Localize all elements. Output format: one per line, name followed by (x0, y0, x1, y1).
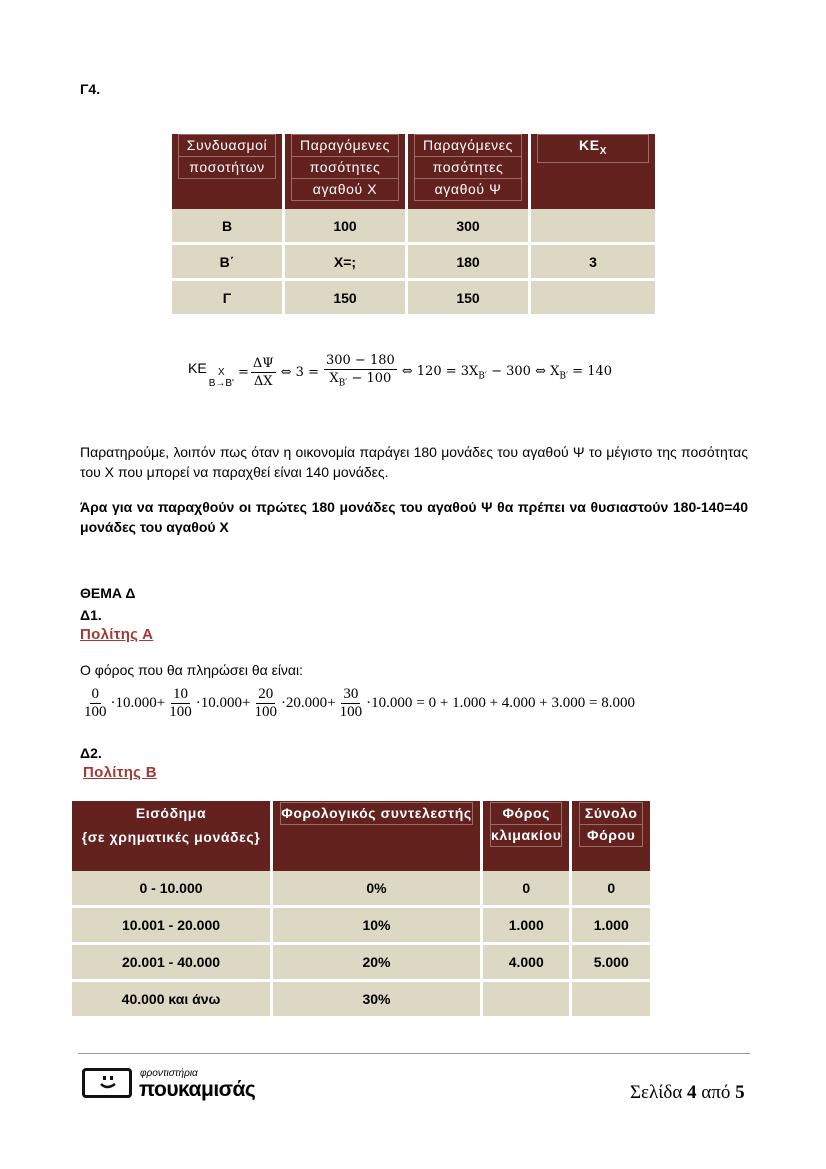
table-cell: 3 (531, 245, 655, 281)
header-line: ποσοτήτων (178, 157, 276, 179)
denominator: 100 (254, 704, 277, 720)
fraction-dpsi-dx (251, 355, 276, 390)
sub-x: Χ (217, 367, 225, 379)
denominator (327, 370, 393, 393)
table1-header-combinations (172, 134, 285, 209)
denominator: ΔΧ (253, 373, 273, 389)
table2-header-bracket-tax (483, 801, 572, 871)
den-text: Χ (329, 371, 339, 386)
formula-part: ⇔ 3 = (280, 364, 319, 380)
header-line: αγαθού Ψ (414, 179, 522, 201)
header-line: αγαθού Χ (291, 179, 399, 201)
sub-bb: Β→Β' (208, 378, 234, 390)
section-heading-g4: Γ4. (80, 81, 101, 97)
header-line: Σύνολο (579, 802, 643, 825)
fraction (82, 686, 109, 721)
formula-text: ⇔ 120 = 3Χ (401, 363, 479, 379)
table-cell: 300 (408, 209, 531, 245)
table-cell: 1.000 (572, 908, 650, 945)
table-cell (531, 209, 655, 245)
table-row (72, 908, 650, 945)
page-number (630, 1082, 745, 1104)
fraction (252, 686, 279, 721)
formula-eq: = (237, 364, 249, 380)
d1-heading: Δ1. (80, 607, 102, 623)
formula-ke: ΚΕ (188, 360, 207, 377)
table-row (172, 209, 655, 245)
numerator: ΔΨ (252, 355, 274, 371)
table-cell: 20% (273, 945, 483, 982)
formula-result: = 0 + 1.000 + 4.000 + 3.000 = 8.000 (416, 695, 635, 711)
table-cell (572, 982, 650, 1019)
table-cell: 10.001 - 20.000 (72, 908, 273, 945)
table2-header-total-tax (572, 801, 650, 871)
table-row (172, 281, 655, 317)
table-cell: 1.000 (483, 908, 572, 945)
formula-text: = 140 (568, 363, 613, 379)
denominator: 100 (84, 704, 107, 720)
logo-big-text: πουκαμισάς (139, 1078, 256, 1101)
formula-ke-subscript (209, 367, 234, 389)
table1-header-goods-x (285, 134, 408, 209)
footer-divider (78, 1053, 750, 1054)
table-cell: 0 (483, 871, 572, 908)
den-text: − 100 (347, 371, 392, 386)
thema-heading: ΘΕΜΑ Δ (80, 585, 136, 601)
formula-sub: Β′ (559, 371, 569, 382)
tax-sentence: Ο φόρος που θα πληρώσει θα είναι: (80, 662, 304, 678)
table-cell: Γ (172, 281, 285, 317)
ke-formula (188, 352, 612, 393)
plus-sign: + (156, 695, 166, 711)
header-line (537, 134, 649, 163)
table1-header-ke (531, 134, 655, 209)
table-row (72, 982, 650, 1019)
table-cell: 100 (285, 209, 408, 245)
table-cell: 150 (408, 281, 531, 317)
header-line: Εισόδημα (135, 805, 207, 821)
header-line: κλιμακίου (490, 825, 562, 847)
logo-small-text: φροντιστήρια (140, 1068, 198, 1079)
table-cell: Β (172, 209, 285, 245)
page-total: 5 (735, 1082, 745, 1103)
logo-icon (82, 1068, 132, 1098)
numerator: 20 (258, 686, 274, 702)
table-cell: 180 (408, 245, 531, 281)
table-cell: Β΄ (172, 245, 285, 281)
multiplier: ·10.000 (110, 695, 157, 711)
header-line: ποσότητες (414, 157, 522, 179)
citizen-a-heading: Πολίτης Α (80, 626, 154, 643)
d2-heading: Δ2. (80, 745, 102, 761)
numerator: 10 (172, 686, 188, 702)
header-line: Φορολογικός συντελεστής (280, 802, 473, 825)
production-table (172, 134, 655, 317)
smile-icon (85, 1071, 129, 1095)
table-cell: 0% (273, 871, 483, 908)
multiplier: ·20.000 (280, 695, 328, 711)
table-cell: 10% (273, 908, 483, 945)
table-cell: 0 (572, 871, 650, 908)
table-cell: Χ=; (285, 245, 408, 281)
den-sub: Β′ (338, 378, 348, 389)
numerator: 300 − 180 (325, 353, 395, 368)
fraction (338, 686, 365, 721)
page-of: από (701, 1082, 731, 1103)
formula-text: − 300 ⇔ Χ (486, 363, 560, 379)
ke-text: ΚΕ (579, 137, 600, 153)
table1-header-goods-y (408, 134, 531, 209)
tax-table (72, 801, 650, 1019)
header-line: Παραγόμενες (291, 134, 399, 157)
page-current: 4 (687, 1082, 697, 1103)
table-cell: 5.000 (572, 945, 650, 982)
plus-sign: + (327, 695, 336, 711)
multiplier: ·10.000 (366, 695, 413, 711)
header-line: Φόρος (490, 802, 562, 825)
numerator: 30 (343, 686, 359, 702)
header-line: Συνδυασμοί (178, 134, 276, 157)
header-line: Παραγόμενες (414, 134, 522, 157)
formula-part (402, 364, 612, 382)
table-cell: 40.000 και άνω (72, 982, 273, 1019)
denominator: 100 (169, 704, 192, 720)
citizen-b-heading: Πολίτης Β (83, 764, 157, 781)
table2-header-rate (273, 801, 483, 871)
header-line: {σε χρηματικές μονάδες} (81, 829, 261, 845)
multiplier: ·10.000 (195, 695, 242, 711)
table-cell: 30% (273, 982, 483, 1019)
header-line: Φόρου (579, 825, 643, 847)
page-word: Σελίδα (630, 1082, 683, 1103)
table-row (172, 245, 655, 281)
header-line: ποσότητες (291, 157, 399, 179)
paragraph-observation: Παρατηρούμε, λοιπόν πως όταν η οικονομία παράγει 180 μονάδες του αγαθού Ψ το μέγιστο της ποσότητας του Χ που μπορεί να παραχθεί είναι 140 μονάδες. (80, 444, 748, 480)
plus-sign: + (241, 695, 251, 711)
ke-subscript: Χ (599, 145, 607, 157)
table-cell (531, 281, 655, 317)
fraction-300-180 (324, 352, 397, 393)
tax-formula (80, 686, 635, 721)
fraction (167, 686, 194, 721)
table-cell (483, 982, 572, 1019)
paragraph-conclusion: Άρα για να παραχθούν οι πρώτες 180 μονάδες του αγαθού Ψ θα πρέπει να θυσιαστούν 180-140=40 μονάδες του αγαθού Χ (80, 499, 748, 535)
table-cell: 4.000 (483, 945, 572, 982)
numerator: 0 (91, 686, 99, 702)
table-cell: 150 (285, 281, 408, 317)
table-row (72, 871, 650, 908)
denominator: 100 (339, 704, 363, 720)
table-cell: 20.001 - 40.000 (72, 945, 273, 982)
table-row (72, 945, 650, 982)
formula-sub: Β′ (478, 371, 487, 382)
table-cell: 0 - 10.000 (72, 871, 273, 908)
table2-header-income (72, 801, 273, 871)
